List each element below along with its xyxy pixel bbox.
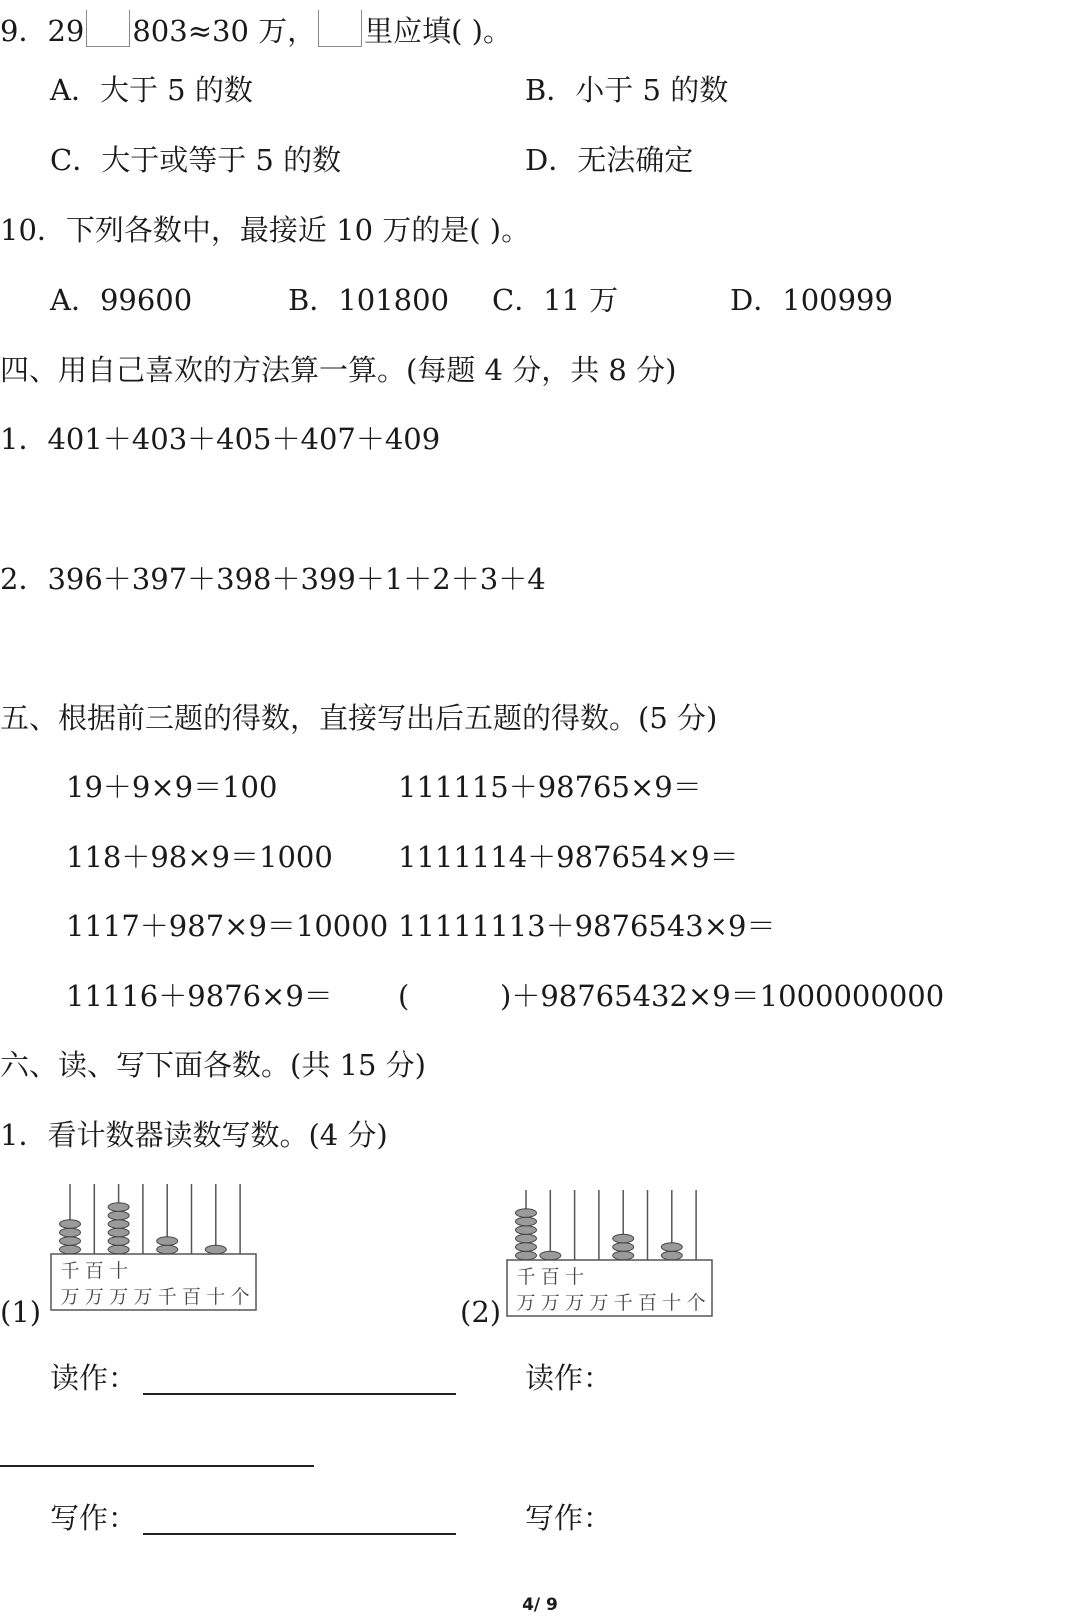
abacus-place-label: 万 bbox=[133, 1286, 153, 1308]
abacus-2-label: (2) bbox=[460, 1295, 502, 1329]
abacus-bead bbox=[108, 1203, 129, 1212]
abacus-bead bbox=[60, 1220, 81, 1229]
abacus-bead bbox=[516, 1234, 537, 1243]
abacus-bead bbox=[60, 1237, 81, 1246]
q10-option-b[interactable]: B．101800 bbox=[288, 283, 450, 317]
abacus-place-label: 百 bbox=[540, 1266, 560, 1288]
abacus-bead bbox=[108, 1237, 129, 1246]
abacus-place-label: 百 bbox=[637, 1292, 658, 1314]
abacus-bead bbox=[516, 1217, 537, 1226]
write-answer-line-1[interactable] bbox=[143, 1533, 456, 1535]
answer-box[interactable] bbox=[318, 10, 362, 47]
q10-stem: 10．下列各数中，最接近 10 万的是( )。 bbox=[0, 213, 531, 247]
write-label-2: 写作： bbox=[525, 1501, 613, 1535]
abacus-place-label: 万 bbox=[109, 1286, 129, 1308]
abacus-bead bbox=[613, 1251, 634, 1260]
abacus-place-label: 千 bbox=[613, 1292, 633, 1314]
calc-item-1: 1．401＋403＋405＋407＋409 bbox=[0, 422, 441, 456]
pattern-left-3: 1117＋987×9＝10000 bbox=[66, 909, 389, 943]
abacus-bead bbox=[516, 1243, 537, 1252]
abacus-place-label: 万 bbox=[60, 1286, 80, 1308]
q9-option-c[interactable]: C．大于或等于 5 的数 bbox=[50, 143, 342, 177]
abacus-bead bbox=[613, 1243, 634, 1252]
abacus-place-label: 万 bbox=[84, 1286, 104, 1308]
pattern-right-1: 111115＋98765×9＝ bbox=[398, 770, 702, 804]
abacus-bead bbox=[661, 1243, 682, 1252]
abacus-bead bbox=[516, 1209, 537, 1218]
abacus-bead bbox=[108, 1220, 129, 1229]
abacus-place-label: 万 bbox=[540, 1292, 560, 1314]
abacus-place-label: 百 bbox=[84, 1260, 104, 1282]
section5-heading: 五、根据前三题的得数，直接写出后五题的得数。(5 分) bbox=[0, 701, 718, 735]
section6-sub1: 1．看计数器读数写数。(4 分) bbox=[0, 1118, 388, 1152]
abacus-bead bbox=[661, 1251, 682, 1260]
abacus-place-label: 十 bbox=[206, 1286, 226, 1308]
pattern-left-1: 19＋9×9＝100 bbox=[66, 770, 278, 804]
abacus-place-label: 十 bbox=[565, 1266, 585, 1288]
abacus-bead bbox=[540, 1251, 561, 1260]
abacus-bead bbox=[516, 1226, 537, 1235]
abacus-bead bbox=[205, 1245, 226, 1254]
pattern-left-2: 118＋98×9＝1000 bbox=[66, 840, 333, 874]
abacus-place-label: 十 bbox=[662, 1292, 682, 1314]
pattern-right-3: 11111113＋9876543×9＝ bbox=[398, 909, 776, 943]
abacus-bead bbox=[60, 1245, 81, 1254]
abacus-place-label: 百 bbox=[181, 1286, 202, 1308]
pattern-right-2: 1111114＋987654×9＝ bbox=[398, 840, 739, 874]
calc-item-2: 2．396＋397＋398＋399＋1＋2＋3＋4 bbox=[0, 562, 546, 596]
abacus-bead bbox=[108, 1228, 129, 1237]
q9-stem: 9．29 803≈30 万， 里应填( )。 bbox=[0, 10, 512, 49]
abacus-place-label: 万 bbox=[516, 1292, 536, 1314]
abacus-place-label: 十 bbox=[109, 1260, 129, 1282]
read-answer-line-2[interactable] bbox=[0, 1465, 314, 1467]
abacus-bead bbox=[516, 1251, 537, 1260]
abacus-bead bbox=[108, 1211, 129, 1220]
pattern-left-4: 11116＋9876×9＝ bbox=[66, 979, 333, 1013]
abacus-1-label: (1) bbox=[0, 1295, 42, 1329]
q9-option-a[interactable]: A．大于 5 的数 bbox=[50, 73, 253, 107]
abacus-place-label: 千 bbox=[60, 1260, 80, 1282]
q10-option-a[interactable]: A．99600 bbox=[50, 283, 193, 317]
read-label-1: 读作： bbox=[50, 1361, 138, 1395]
q9-option-d[interactable]: D．无法确定 bbox=[525, 143, 694, 177]
abacus-place-label: 千 bbox=[157, 1286, 177, 1308]
pattern-right-4-rest: )＋98765432×9＝1000000000 bbox=[500, 979, 945, 1013]
abacus-bead bbox=[60, 1228, 81, 1237]
write-label-1: 写作： bbox=[50, 1501, 138, 1535]
abacus-1 bbox=[50, 1180, 260, 1315]
q9-option-b[interactable]: B．小于 5 的数 bbox=[525, 73, 729, 107]
abacus-place-label: 万 bbox=[589, 1292, 609, 1314]
abacus-bead bbox=[613, 1234, 634, 1243]
abacus-bead bbox=[157, 1237, 178, 1246]
abacus-place-label: 个 bbox=[686, 1292, 706, 1314]
read-answer-line-1[interactable] bbox=[143, 1393, 456, 1395]
abacus-2 bbox=[506, 1186, 716, 1321]
answer-box[interactable] bbox=[86, 10, 130, 47]
abacus-bead bbox=[108, 1245, 129, 1254]
q10-option-d[interactable]: D．100999 bbox=[730, 283, 893, 317]
section4-heading: 四、用自己喜欢的方法算一算。(每题 4 分，共 8 分) bbox=[0, 353, 677, 387]
q10-option-c[interactable]: C．11 万 bbox=[492, 283, 619, 317]
abacus-bead bbox=[157, 1245, 178, 1254]
section6-heading: 六、读、写下面各数。(共 15 分) bbox=[0, 1048, 426, 1082]
abacus-place-label: 万 bbox=[565, 1292, 585, 1314]
abacus-place-label: 千 bbox=[516, 1266, 536, 1288]
abacus-place-label: 个 bbox=[230, 1286, 250, 1308]
pattern-right-4-open: ( bbox=[398, 979, 410, 1013]
page-number: 4/ 9 bbox=[522, 1595, 558, 1615]
read-label-2: 读作： bbox=[525, 1361, 613, 1395]
